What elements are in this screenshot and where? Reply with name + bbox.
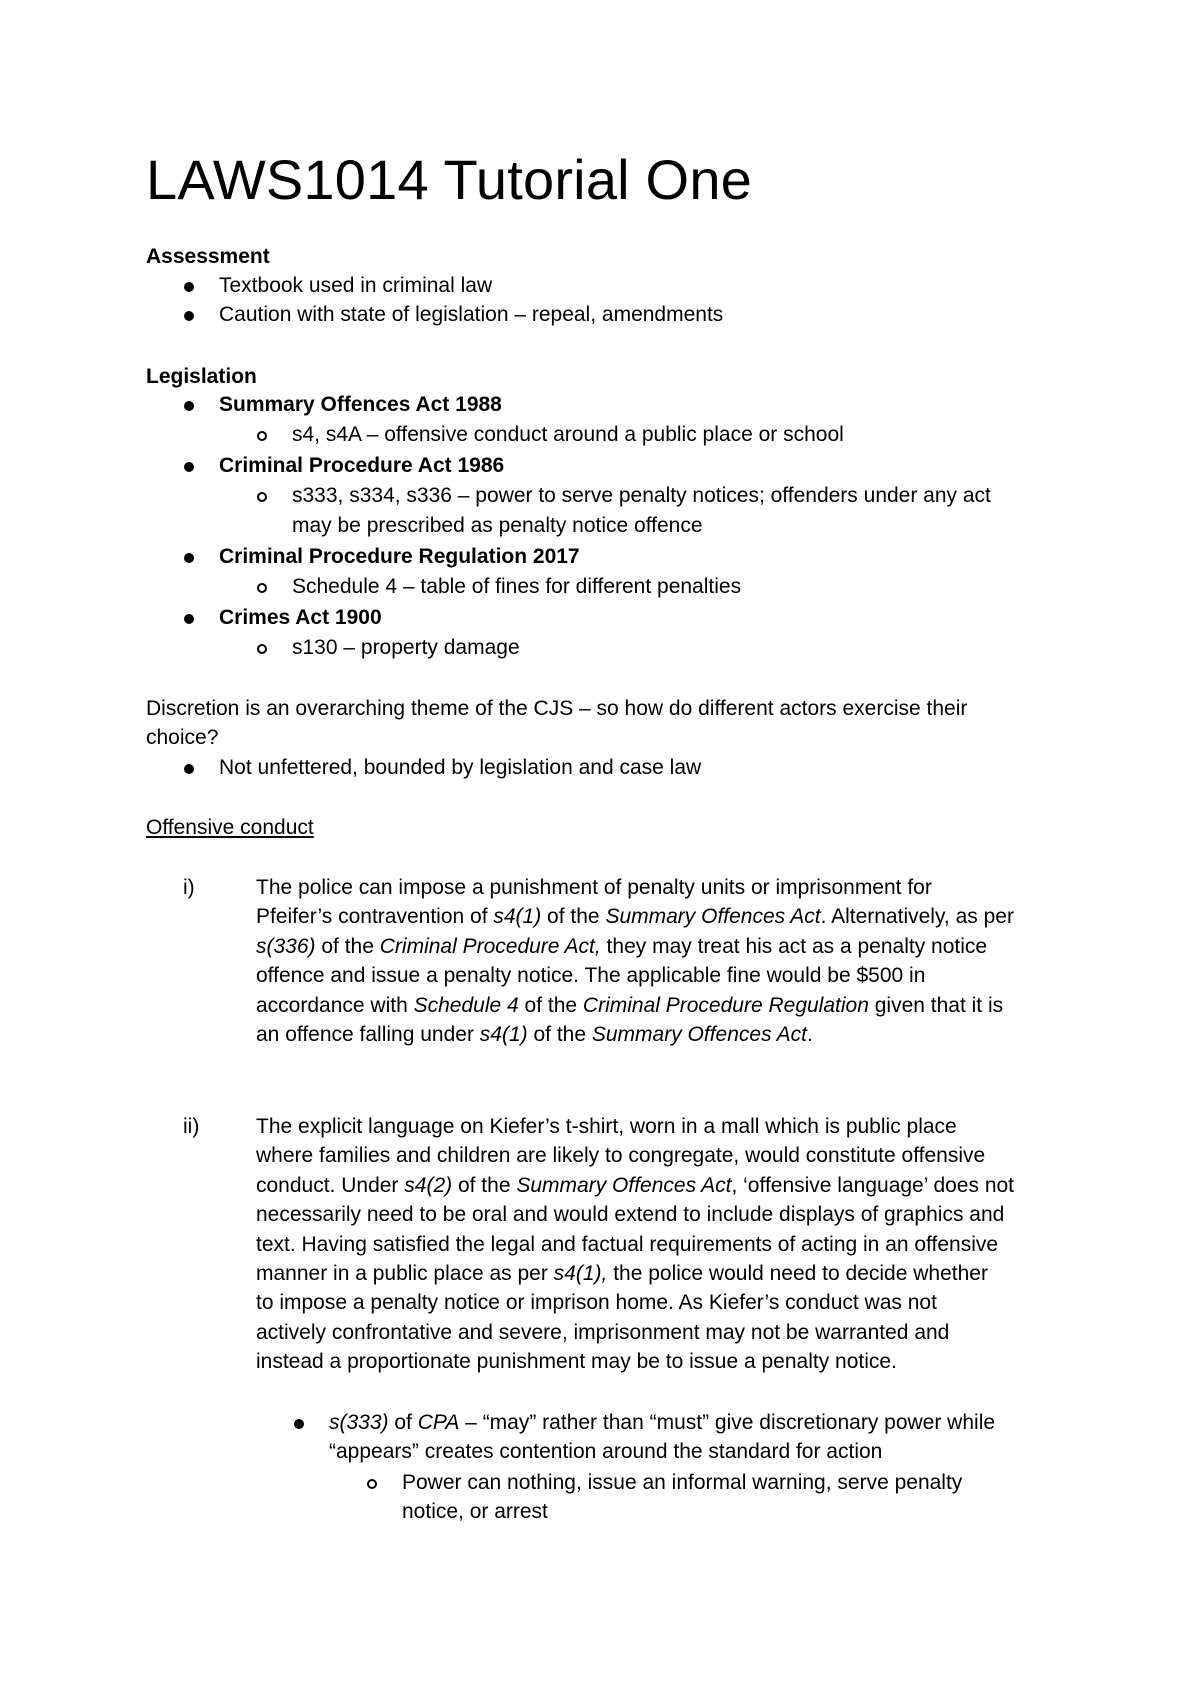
text-line: offence and issue a penalty notice. The applicable fine would be $500 in [256, 964, 926, 988]
bullet-icon [184, 614, 194, 624]
text-line: Power can nothing, issue an informal warning, serve penalty [402, 1471, 963, 1494]
sub-bullet-icon [257, 644, 267, 654]
paragraph-ii [256, 1112, 1014, 1377]
list-item: s333, s334, s336 – power to serve penalty notices; offenders under any act [292, 484, 991, 507]
list-item: may be prescribed as penalty notice offence [292, 514, 703, 537]
sub-bullet-icon [257, 431, 267, 441]
list-item: s4, s4A – offensive conduct around a public place or school [292, 423, 844, 446]
legislation-heading: Legislation [146, 365, 257, 388]
text-line: Pfeifer’s contravention of s4(1) of the Summary Offences Act. Alternatively, as per [256, 905, 1014, 929]
text-line: s(333) of CPA – “may” rather than “must” give discretionary power while [329, 1411, 996, 1434]
discretion-text: choice? [146, 726, 219, 749]
text-line: conduct. Under s4(2) of the Summary Offences Act, ‘offensive language’ does not [256, 1173, 1015, 1197]
bullet-icon [184, 553, 194, 563]
text-line: an offence falling under s4(1) of the Summary Offences Act. [256, 1023, 813, 1047]
bullet-icon [184, 401, 194, 411]
text-line: manner in a public place as per s4(1), the police would need to decide whether [256, 1262, 988, 1286]
bullet-icon [184, 764, 194, 774]
bullet-icon [184, 282, 194, 292]
list-item: Schedule 4 – table of fines for different penalties [292, 575, 742, 598]
bullet-icon [184, 311, 194, 321]
list-item: Textbook used in criminal law [219, 274, 493, 297]
list-item: Not unfettered, bounded by legislation and case law [219, 756, 702, 779]
text-line: s(336) of the Criminal Procedure Act, they may treat his act as a penalty notice [256, 934, 988, 958]
item-label: i) [183, 876, 195, 899]
text-line: actively confrontative and severe, imprisonment may not be warranted and [256, 1320, 950, 1344]
text-line: notice, or arrest [402, 1500, 548, 1524]
text-line: The police can impose a punishment of penalty units or imprisonment for [256, 876, 932, 899]
bullet-icon [184, 462, 194, 472]
text-line: text. Having satisfied the legal and factual requirements of acting in an offensive [256, 1232, 999, 1256]
page-title: LAWS1014 Tutorial One [146, 148, 753, 211]
text-line: to impose a penalty notice or imprison home. As Kiefer’s conduct was not [256, 1291, 937, 1315]
text-line: The explicit language on Kiefer’s t-shirt, worn in a mall which is public place [256, 1115, 957, 1138]
text-line: “appears” creates contention around the standard for action [329, 1440, 883, 1464]
text-line: accordance with Schedule 4 of the Criminal Procedure Regulation given that it is [256, 993, 1004, 1017]
item-label: ii) [183, 1115, 200, 1138]
text-line: instead a proportionate punishment may be to issue a penalty notice. [256, 1350, 897, 1374]
sub-bullet-icon [257, 492, 267, 502]
act-name: Criminal Procedure Act 1986 [219, 454, 505, 477]
act-name: Summary Offences Act 1988 [219, 393, 502, 416]
list-item: Caution with state of legislation – repeal, amendments [219, 303, 724, 326]
sub-bullet-icon [367, 1479, 377, 1489]
discretion-text: Discretion is an overarching theme of the CJS – so how do different actors exercise their [146, 697, 968, 720]
act-name: Criminal Procedure Regulation 2017 [219, 545, 580, 568]
text-line: where families and children are likely to congregate, would constitute offensive [256, 1144, 986, 1168]
paragraph-i [256, 873, 1014, 1049]
list-item: s130 – property damage [292, 636, 520, 659]
bullet-icon [294, 1419, 304, 1429]
section-heading: Offensive conduct [146, 816, 314, 839]
note-sub-paragraph [402, 1468, 962, 1527]
assessment-heading: Assessment [146, 245, 270, 268]
sub-bullet-icon [257, 583, 267, 593]
act-name: Crimes Act 1900 [219, 606, 382, 629]
note-paragraph [329, 1408, 995, 1467]
text-line: necessarily need to be oral and would extend to include displays of graphics and [256, 1203, 1005, 1227]
